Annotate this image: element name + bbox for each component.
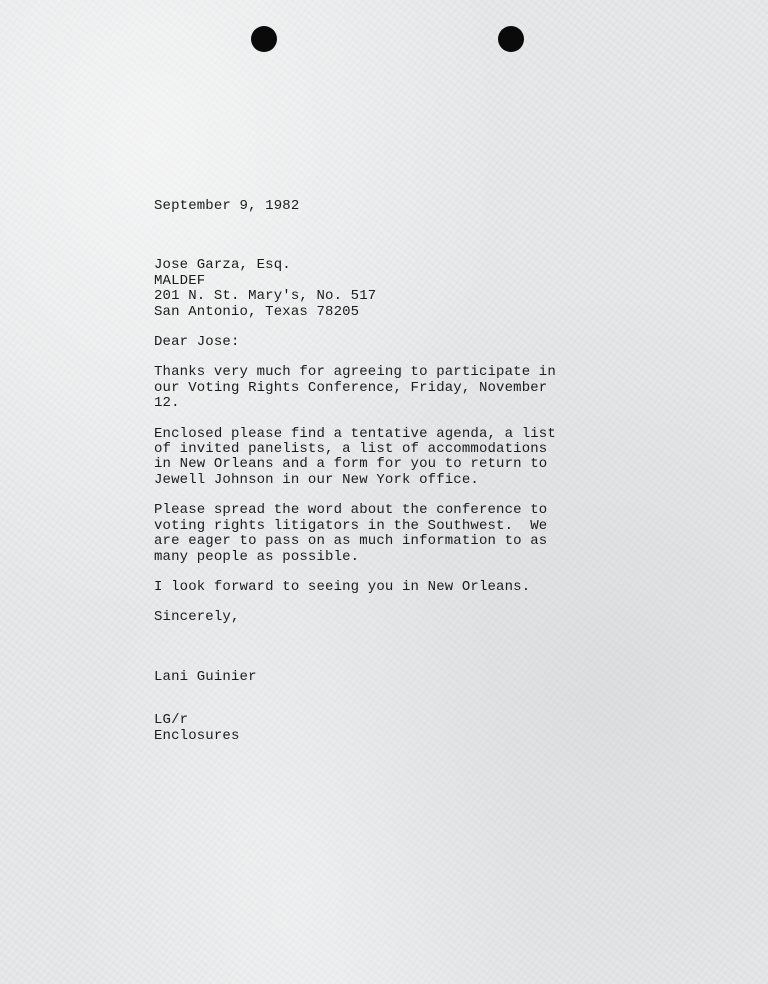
paragraph-line: voting rights litigators in the Southwest. We xyxy=(154,517,548,534)
paragraph-line: many people as possible. xyxy=(154,548,360,565)
paragraph-look-forward xyxy=(154,580,614,595)
signature-name: Lani Guinier xyxy=(154,668,257,685)
paragraph-line: Jewell Johnson in our New York office. xyxy=(154,471,479,488)
punch-hole-right xyxy=(498,26,524,52)
paragraph-line: Thanks very much for agreeing to participate in xyxy=(154,364,556,381)
paragraph-line: are eager to pass on as much information to as xyxy=(154,533,548,550)
punch-hole-left xyxy=(251,26,277,52)
enclosures-note: Enclosures xyxy=(154,727,240,744)
closing: Sincerely, xyxy=(154,609,240,626)
recipient-street: 201 N. St. Mary's, No. 517 xyxy=(154,288,377,305)
paragraph-line: Enclosed please find a tentative agenda, a list xyxy=(154,425,556,442)
paragraph-line: 12. xyxy=(154,395,180,412)
letter-date: September 9, 1982 xyxy=(154,198,300,214)
reference-initials: LG/r xyxy=(154,712,189,729)
paragraph-line: Please spread the word about the conference to xyxy=(154,502,548,519)
paragraph-line: our Voting Rights Conference, Friday, November xyxy=(154,379,548,396)
paragraph-thanks xyxy=(154,365,614,411)
letter-body xyxy=(154,199,614,744)
paragraph-spread-word xyxy=(154,503,614,565)
recipient-name: Jose Garza, Esq. xyxy=(154,257,291,274)
recipient-address xyxy=(154,258,614,320)
reference-block xyxy=(154,713,614,744)
salutation: Dear Jose: xyxy=(154,334,240,351)
paragraph-line: I look forward to seeing you in New Orleans. xyxy=(154,578,531,595)
recipient-city: San Antonio, Texas 78205 xyxy=(154,303,360,320)
paragraph-line: of invited panelists, a list of accommodations xyxy=(154,441,548,458)
recipient-organization: MALDEF xyxy=(154,272,206,289)
paragraph-line: in New Orleans and a form for you to return to xyxy=(154,456,548,473)
paragraph-enclosed xyxy=(154,427,614,489)
